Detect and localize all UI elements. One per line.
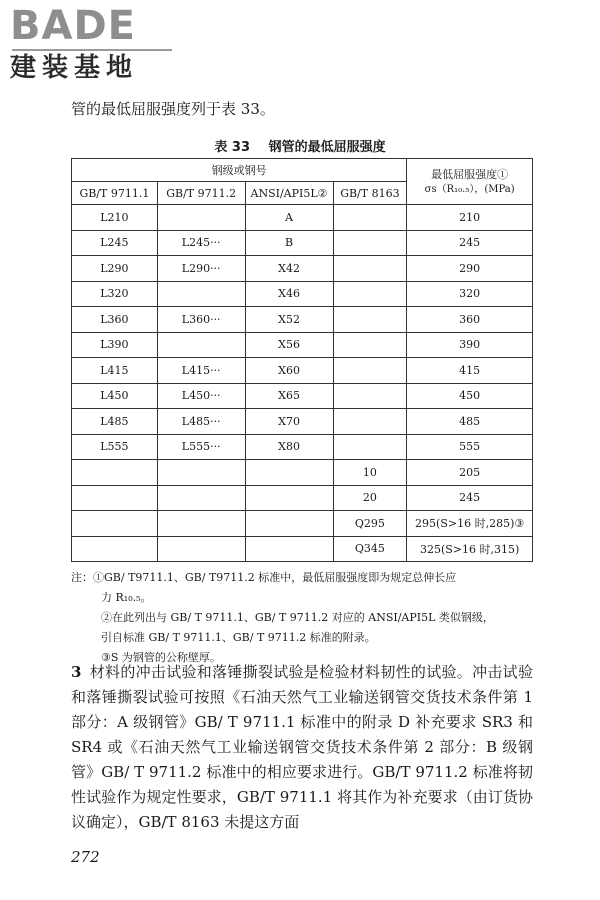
table-cell: X65 bbox=[245, 383, 333, 409]
table-cell bbox=[333, 230, 407, 256]
table-cell bbox=[72, 511, 158, 537]
table-cell: 290 bbox=[407, 256, 533, 282]
intro-sentence: 管的最低屈服强度列于表 33。 bbox=[71, 100, 275, 118]
table-cell: 555 bbox=[407, 434, 533, 460]
table-header-row bbox=[72, 159, 533, 182]
table-cell bbox=[157, 511, 245, 537]
table-cell bbox=[245, 511, 333, 537]
table-cell: Q345 bbox=[333, 536, 407, 562]
table-cell: 205 bbox=[407, 460, 533, 486]
table-cell: L390 bbox=[72, 332, 158, 358]
table-cell bbox=[245, 536, 333, 562]
table-row bbox=[72, 256, 533, 282]
table-cell bbox=[333, 358, 407, 384]
table-title: 钢管的最低屈服强度 bbox=[268, 140, 386, 155]
table-row bbox=[72, 409, 533, 435]
bade-logo bbox=[10, 4, 180, 83]
table-row bbox=[72, 307, 533, 333]
table-cell: L415··· bbox=[157, 358, 245, 384]
table-number: 表 33 bbox=[214, 140, 251, 155]
table-cell: A bbox=[245, 205, 333, 231]
table-row bbox=[72, 434, 533, 460]
logo-divider bbox=[12, 49, 172, 51]
table-cell bbox=[157, 332, 245, 358]
note-line: 注：①GB/ T9711.1、GB/ T9711.2 标准中，最低屈服强度即为规定总伸长应 bbox=[71, 571, 457, 584]
table-cell bbox=[333, 256, 407, 282]
table-cell: X70 bbox=[245, 409, 333, 435]
logo-chinese-name: 建装基地 bbox=[10, 53, 139, 83]
section-3 bbox=[71, 660, 533, 835]
table-cell: 245 bbox=[407, 485, 533, 511]
table-cell bbox=[72, 460, 158, 486]
note-line: ②在此列出与 GB/ T 9711.1、GB/ T 9711.2 对应的 ANSI/API5L 类似钢级， bbox=[101, 611, 494, 624]
table-cell: L210 bbox=[72, 205, 158, 231]
table-cell bbox=[333, 383, 407, 409]
table-cell bbox=[333, 434, 407, 460]
table-row bbox=[72, 536, 533, 562]
logo-wordmark: BADE bbox=[10, 3, 136, 49]
table-cell bbox=[333, 332, 407, 358]
table-cell: 415 bbox=[407, 358, 533, 384]
section-number: 3 bbox=[71, 663, 82, 681]
table-cell bbox=[333, 307, 407, 333]
table-row bbox=[72, 485, 533, 511]
table-cell bbox=[157, 536, 245, 562]
table-notes bbox=[71, 568, 541, 668]
table-cell: 295(S>16 时,285)③ bbox=[407, 511, 533, 537]
table-cell: Q295 bbox=[333, 511, 407, 537]
table-cell bbox=[333, 205, 407, 231]
table-cell bbox=[333, 409, 407, 435]
note-line: ③S 为钢管的公称壁厚。 bbox=[101, 651, 221, 664]
table-caption bbox=[0, 136, 600, 155]
table-cell: 450 bbox=[407, 383, 533, 409]
table-cell bbox=[333, 281, 407, 307]
table-cell: L360 bbox=[72, 307, 158, 333]
note-line: 引自标准 GB/ T 9711.1、GB/ T 9711.2 标准的附录。 bbox=[101, 631, 376, 644]
table-cell: L320 bbox=[72, 281, 158, 307]
table-cell bbox=[157, 485, 245, 511]
table-row bbox=[72, 511, 533, 537]
table-cell: 485 bbox=[407, 409, 533, 435]
table-cell: 10 bbox=[333, 460, 407, 486]
table-cell bbox=[157, 205, 245, 231]
table-row bbox=[72, 281, 533, 307]
column-header: GB/T 9711.2 bbox=[157, 182, 245, 205]
yield-strength-table bbox=[71, 158, 533, 562]
column-header: GB/T 8163 bbox=[333, 182, 407, 205]
table-row bbox=[72, 230, 533, 256]
strength-header-title: 最低屈服强度① bbox=[431, 168, 509, 181]
table-cell bbox=[72, 485, 158, 511]
table-cell: L415 bbox=[72, 358, 158, 384]
table-cell: X80 bbox=[245, 434, 333, 460]
table-cell: B bbox=[245, 230, 333, 256]
table-cell bbox=[245, 460, 333, 486]
strength-header-unit: σs（R₁₀.₅），(MPa) bbox=[424, 184, 515, 195]
table-cell: 210 bbox=[407, 205, 533, 231]
table-row bbox=[72, 460, 533, 486]
table-cell: L290··· bbox=[157, 256, 245, 282]
table-cell: L485··· bbox=[157, 409, 245, 435]
table-cell: X60 bbox=[245, 358, 333, 384]
table-cell bbox=[72, 536, 158, 562]
table-cell bbox=[157, 460, 245, 486]
table-cell: X52 bbox=[245, 307, 333, 333]
table-cell: X46 bbox=[245, 281, 333, 307]
table-cell: L245··· bbox=[157, 230, 245, 256]
table-cell: L450··· bbox=[157, 383, 245, 409]
section-body: 冲击试验和落锤撕裂试验可按照《石油天然气工业输送钢管交货技术条件第 1 部分：A 级钢管》GB/ T 9711.1 标准中的附录 D 补充要求 SR3 和 SR4 或《石油天然气工业输送钢管交货技术条件第 2 部分：B 级钢管》GB/ T 9711.2 标准中的相应要求进行。GB/T 9711.2 标准将韧性试验作为规定性要求，GB/T 9711.1 将其作为补充要求（由订货协议确定），GB/T 8163 未提这方面 bbox=[71, 663, 533, 831]
table-cell: L555··· bbox=[157, 434, 245, 460]
table-cell: 360 bbox=[407, 307, 533, 333]
table-row bbox=[72, 383, 533, 409]
table-cell: L290 bbox=[72, 256, 158, 282]
page-number: 272 bbox=[71, 848, 100, 866]
table-cell: 325(S>16 时,315) bbox=[407, 536, 533, 562]
table-cell: X42 bbox=[245, 256, 333, 282]
table-cell: L245 bbox=[72, 230, 158, 256]
table-cell: 245 bbox=[407, 230, 533, 256]
table-cell bbox=[245, 485, 333, 511]
note-line: 力 R₁₀.₅。 bbox=[101, 591, 152, 604]
table-row bbox=[72, 332, 533, 358]
table-row bbox=[72, 358, 533, 384]
grade-group-header: 钢级或钢号 bbox=[72, 159, 407, 182]
table-row bbox=[72, 205, 533, 231]
table-cell: 20 bbox=[333, 485, 407, 511]
table-cell: 390 bbox=[407, 332, 533, 358]
table-cell: L555 bbox=[72, 434, 158, 460]
table-cell: 320 bbox=[407, 281, 533, 307]
table-cell bbox=[157, 281, 245, 307]
table-cell: L485 bbox=[72, 409, 158, 435]
table-cell: X56 bbox=[245, 332, 333, 358]
table-cell: L450 bbox=[72, 383, 158, 409]
section-heading: 材料的冲击试验和落锤撕裂试验是检验材料韧性的试验。 bbox=[89, 663, 473, 681]
strength-header bbox=[407, 159, 533, 205]
column-header: ANSI/API5L② bbox=[245, 182, 333, 205]
column-header: GB/T 9711.1 bbox=[72, 182, 158, 205]
table-cell: L360··· bbox=[157, 307, 245, 333]
